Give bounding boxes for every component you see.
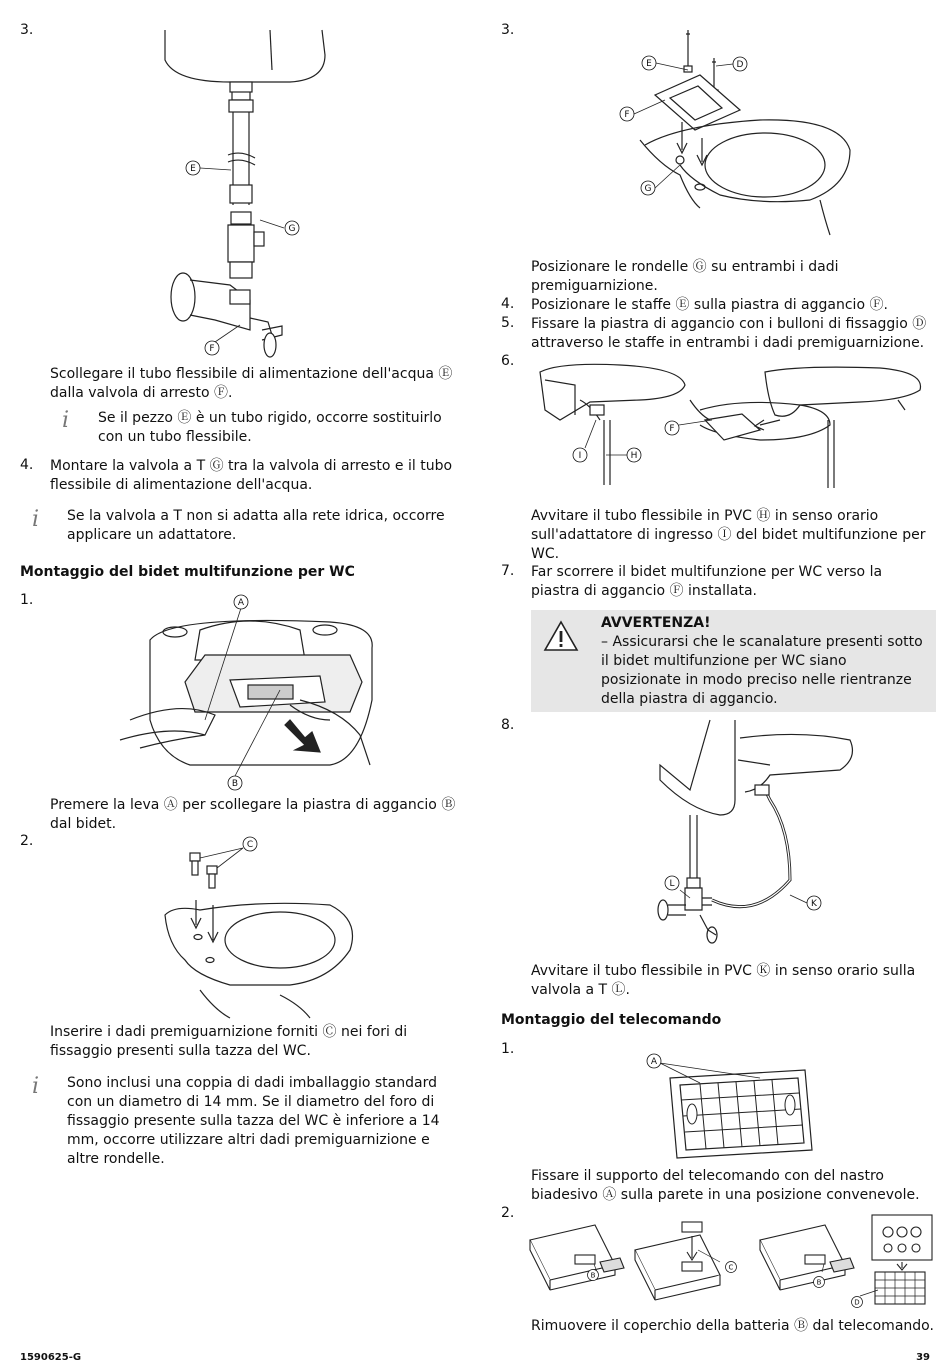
- step-number: 3.: [20, 22, 34, 38]
- info-note: Se la valvola a T non si adatta alla rete idrica, occorre applicare un adattatore.: [67, 508, 445, 543]
- callout-c: C: [728, 1263, 734, 1272]
- callout-f: F: [209, 344, 215, 354]
- section-title: Montaggio del telecomando: [501, 1012, 722, 1028]
- callout-h: H: [630, 451, 638, 461]
- step-number: 1.: [501, 1041, 515, 1057]
- callout-c: C: [246, 840, 254, 850]
- callout-a: A: [650, 1057, 658, 1067]
- step-text: Far scorrere il bidet multifunzione per WC verso la piastra di aggancio Ⓕ installata.: [531, 564, 883, 599]
- callout-d: D: [736, 60, 744, 70]
- step-text: Fissare il supporto del telecomando con del nastro biadesivo Ⓐ sulla parete in una posizione convenevole.: [531, 1168, 920, 1203]
- step-text: Posizionare le rondelle Ⓖ su entrambi i dadi premiguarnizione.: [531, 259, 839, 294]
- callout-g: G: [644, 184, 652, 194]
- page-number: 39: [916, 1352, 930, 1363]
- step-number: 7.: [501, 563, 515, 579]
- step-text: Rimuovere il coperchio della batteria Ⓑ dal telecomando.: [531, 1318, 934, 1334]
- callout-k: K: [811, 899, 817, 909]
- step-text: Premere la leva Ⓐ per scollegare la piastra di aggancio Ⓑ dal bidet.: [50, 797, 456, 832]
- callout-i: I: [578, 451, 582, 461]
- info-note: Sono inclusi una coppia di dadi imballaggio standard con un diametro di 14 mm. Se il diametro del foro di fissaggio presente sulla tazza del WC è inferiore a 14 mm, occorre utilizzare altri dadi premiguarnizione e altre rondelle.: [67, 1075, 440, 1167]
- warning-text: – Assicurarsi che le scanalature presenti sotto il bidet multifunzione per WC siano posizionate in modo preciso nelle rientranze della piastra di aggancio.: [601, 634, 923, 707]
- callout-b: B: [816, 1278, 822, 1287]
- callout-b: B: [590, 1271, 596, 1280]
- info-icon: i: [32, 507, 40, 532]
- callout-e: E: [190, 164, 196, 174]
- callout-l: L: [669, 879, 675, 889]
- document-id: 1590625-G: [20, 1352, 82, 1363]
- step-number: 5.: [501, 315, 515, 331]
- section-title: Montaggio del bidet multifunzione per WC: [20, 564, 355, 580]
- step-number: 2.: [501, 1205, 515, 1221]
- step-text: Posizionare le staffe Ⓔ sulla piastra di aggancio Ⓕ.: [531, 297, 888, 313]
- info-icon: i: [32, 1074, 40, 1099]
- step-number: 6.: [501, 353, 515, 369]
- step-number: 4.: [501, 296, 515, 312]
- callout-e: E: [646, 59, 652, 69]
- step-number: 4.: [20, 457, 34, 473]
- step-text: Scollegare il tubo flessibile di alimentazione dell'acqua Ⓔ dalla valvola di arresto Ⓕ.: [50, 366, 453, 401]
- callout-b: B: [231, 779, 239, 789]
- callout-f: F: [624, 110, 630, 120]
- step-number: 1.: [20, 592, 34, 608]
- step-text: Avvitare il tubo flessibile in PVC Ⓚ in senso orario sulla valvola a T Ⓛ.: [531, 963, 916, 998]
- callout-d: D: [854, 1298, 860, 1307]
- step-number: 3.: [501, 22, 515, 38]
- step-text: Avvitare il tubo flessibile in PVC Ⓗ in senso orario sull'adattatore di ingresso Ⓘ del bidet multifunzione per WC.: [531, 508, 926, 562]
- info-note: Se il pezzo Ⓔ è un tubo rigido, occorre sostituirlo con un tubo flessibile.: [98, 410, 442, 445]
- step-text: Montare la valvola a T Ⓖ tra la valvola di arresto e il tubo flessibile di alimentazione dell'acqua.: [50, 458, 453, 493]
- step-text: Inserire i dadi premiguarnizione forniti Ⓒ nei fori di fissaggio presenti sulla tazza del WC.: [50, 1024, 408, 1059]
- warning-title: AVVERTENZA!: [601, 615, 711, 631]
- info-icon: i: [62, 408, 70, 433]
- step-text: Fissare la piastra di aggancio con i bulloni di fissaggio Ⓓ attraverso le staffe in entrambi i dadi premiguarnizione.: [531, 316, 927, 351]
- callout-f: F: [669, 424, 675, 434]
- callout-g: G: [288, 224, 296, 234]
- step-number: 8.: [501, 717, 515, 733]
- callout-a: A: [237, 598, 245, 608]
- step-number: 2.: [20, 833, 34, 849]
